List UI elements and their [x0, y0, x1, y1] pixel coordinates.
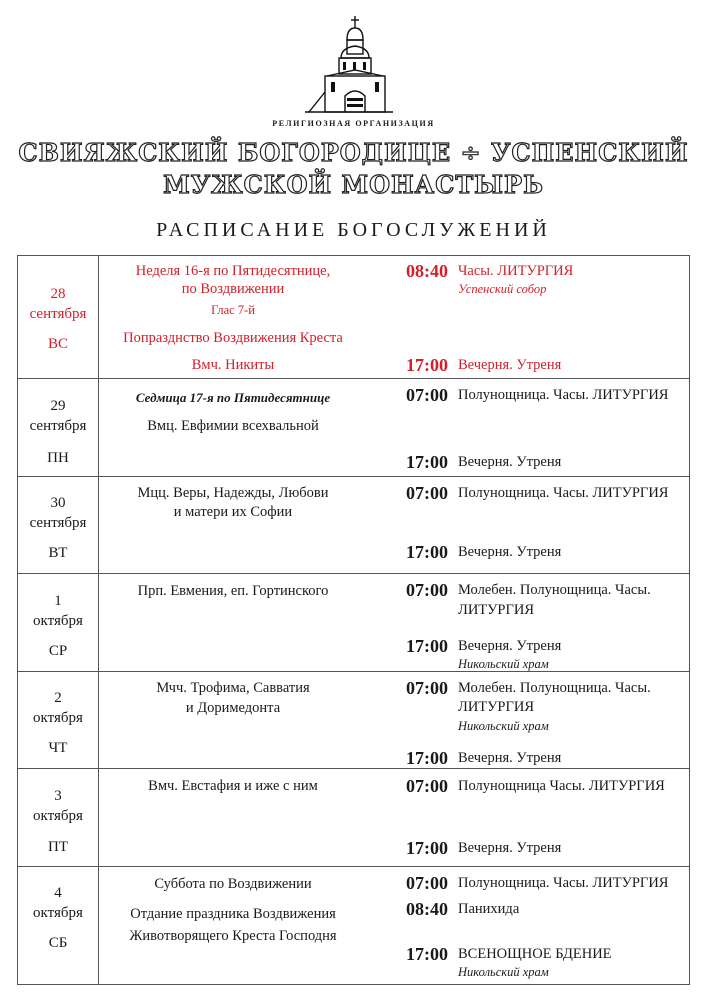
- saint-line: Суббота по Воздвижении: [154, 876, 312, 892]
- schedule-title: РАСПИСАНИЕ БОГОСЛУЖЕНИЙ: [156, 219, 551, 241]
- service-time: 17:00: [406, 452, 448, 472]
- date-weekday: ВТ: [48, 545, 68, 561]
- service-time: 17:00: [406, 355, 448, 375]
- service-name: Молебен. Полунощница. Часы.: [458, 680, 651, 696]
- table-row: [18, 769, 689, 867]
- date-day: 29: [50, 398, 66, 414]
- monastery-church-logo: [303, 14, 395, 116]
- tone-line: Глас 7-й: [211, 303, 255, 317]
- table-row: [18, 256, 689, 379]
- table-row: [18, 867, 689, 985]
- date-month: октября: [33, 710, 83, 726]
- organization-label: РЕЛИГИОЗНАЯ ОРГАНИЗАЦИЯ: [272, 119, 435, 128]
- saint-line: Вмц. Евфимии всехвальной: [147, 418, 319, 434]
- service-name: Панихида: [458, 901, 520, 917]
- date-day: 2: [54, 690, 62, 706]
- saint-line: по Воздвижении: [181, 281, 285, 297]
- service-name: Полунощница. Часы. ЛИТУРГИЯ: [458, 387, 669, 403]
- service-time: 17:00: [406, 542, 448, 562]
- date-month: октября: [33, 905, 83, 921]
- saint-line: Мцц. Веры, Надежды, Любови: [137, 485, 329, 501]
- date-month: октября: [33, 808, 83, 824]
- service-name: Вечерня. Утреня: [458, 357, 562, 373]
- table-row: [18, 574, 689, 672]
- table-row: [18, 379, 689, 477]
- service-name: Полунощница Часы. ЛИТУРГИЯ: [458, 778, 665, 794]
- date-day: 28: [50, 286, 66, 302]
- service-name-cont: ЛИТУРГИЯ: [458, 699, 535, 715]
- saint-line: Прп. Евмения, еп. Гортинского: [137, 583, 329, 599]
- date-month: сентября: [29, 306, 87, 322]
- service-name: Вечерня. Утреня: [458, 454, 562, 470]
- date-month: сентября: [29, 418, 87, 434]
- saint-line: Неделя 16-я по Пятидесятнице,: [135, 263, 331, 279]
- saint-line: Попразднство Воздвижения Креста: [123, 330, 343, 346]
- date-weekday: СР: [48, 643, 68, 659]
- saint-line: Вмч. Никиты: [191, 357, 275, 373]
- service-time: 07:00: [406, 678, 448, 698]
- service-name: Вечерня. Утреня: [458, 840, 562, 856]
- service-name: Вечерня. Утреня: [458, 750, 562, 766]
- date-weekday: ПН: [47, 450, 69, 466]
- date-weekday: ПТ: [48, 839, 68, 855]
- service-time: 07:00: [406, 483, 448, 503]
- schedule-table: [17, 255, 690, 985]
- saint-line: Вмч. Евстафия и иже с ним: [148, 778, 318, 794]
- service-name: Молебен. Полунощница. Часы.: [458, 582, 651, 598]
- date-weekday: ЧТ: [48, 740, 68, 756]
- service-place: Никольский храм: [458, 965, 549, 979]
- service-time: 08:40: [406, 899, 448, 919]
- week-line: Седмица 17-я по Пятидесятнице: [135, 390, 331, 405]
- service-place: Успенский собор: [458, 282, 547, 296]
- date-month: октября: [33, 613, 83, 629]
- monastery-title-line2: МУЖСКОЙ МОНАСТЫРЬ: [163, 170, 544, 199]
- service-place: Никольский храм: [458, 657, 549, 671]
- service-name: Полунощница. Часы. ЛИТУРГИЯ: [458, 875, 669, 891]
- service-time: 17:00: [406, 838, 448, 858]
- service-time: 17:00: [406, 636, 448, 656]
- service-time: 07:00: [406, 385, 448, 405]
- service-time: 07:00: [406, 873, 448, 893]
- table-row: [18, 477, 689, 574]
- date-weekday: СБ: [48, 935, 68, 951]
- service-name: Полунощница. Часы. ЛИТУРГИЯ: [458, 485, 669, 501]
- date-day: 1: [54, 593, 62, 609]
- date-day: 30: [50, 495, 66, 511]
- saint-line: Отдание праздника Воздвижения: [130, 906, 336, 922]
- table-row: [18, 672, 689, 769]
- date-weekday: ВС: [47, 336, 68, 352]
- service-name: Вечерня. Утреня: [458, 544, 562, 560]
- saint-line: Животворящего Креста Господня: [129, 928, 337, 944]
- monastery-title-line1: СВИЯЖСКИЙ БОГОРОДИЦЕ ÷ УСПЕНСКИЙ: [18, 138, 689, 167]
- service-time: 08:40: [406, 261, 448, 281]
- service-time: 07:00: [406, 580, 448, 600]
- saint-line: и матери их Софии: [173, 504, 293, 520]
- service-name-cont: ЛИТУРГИЯ: [458, 602, 535, 618]
- saint-line: и Доримедонта: [185, 700, 281, 716]
- service-name: Часы. ЛИТУРГИЯ: [458, 263, 574, 279]
- date-month: сентября: [29, 515, 87, 531]
- service-time: 17:00: [406, 944, 448, 964]
- service-name: ВСЕНОЩНОЕ БДЕНИЕ: [458, 946, 612, 962]
- service-name: Вечерня. Утреня: [458, 638, 562, 654]
- date-day: 4: [54, 885, 62, 901]
- service-time: 07:00: [406, 776, 448, 796]
- saint-line: Мчч. Трофима, Савватия: [156, 680, 310, 696]
- service-time: 17:00: [406, 748, 448, 768]
- date-day: 3: [54, 788, 62, 804]
- service-place: Никольский храм: [458, 719, 549, 733]
